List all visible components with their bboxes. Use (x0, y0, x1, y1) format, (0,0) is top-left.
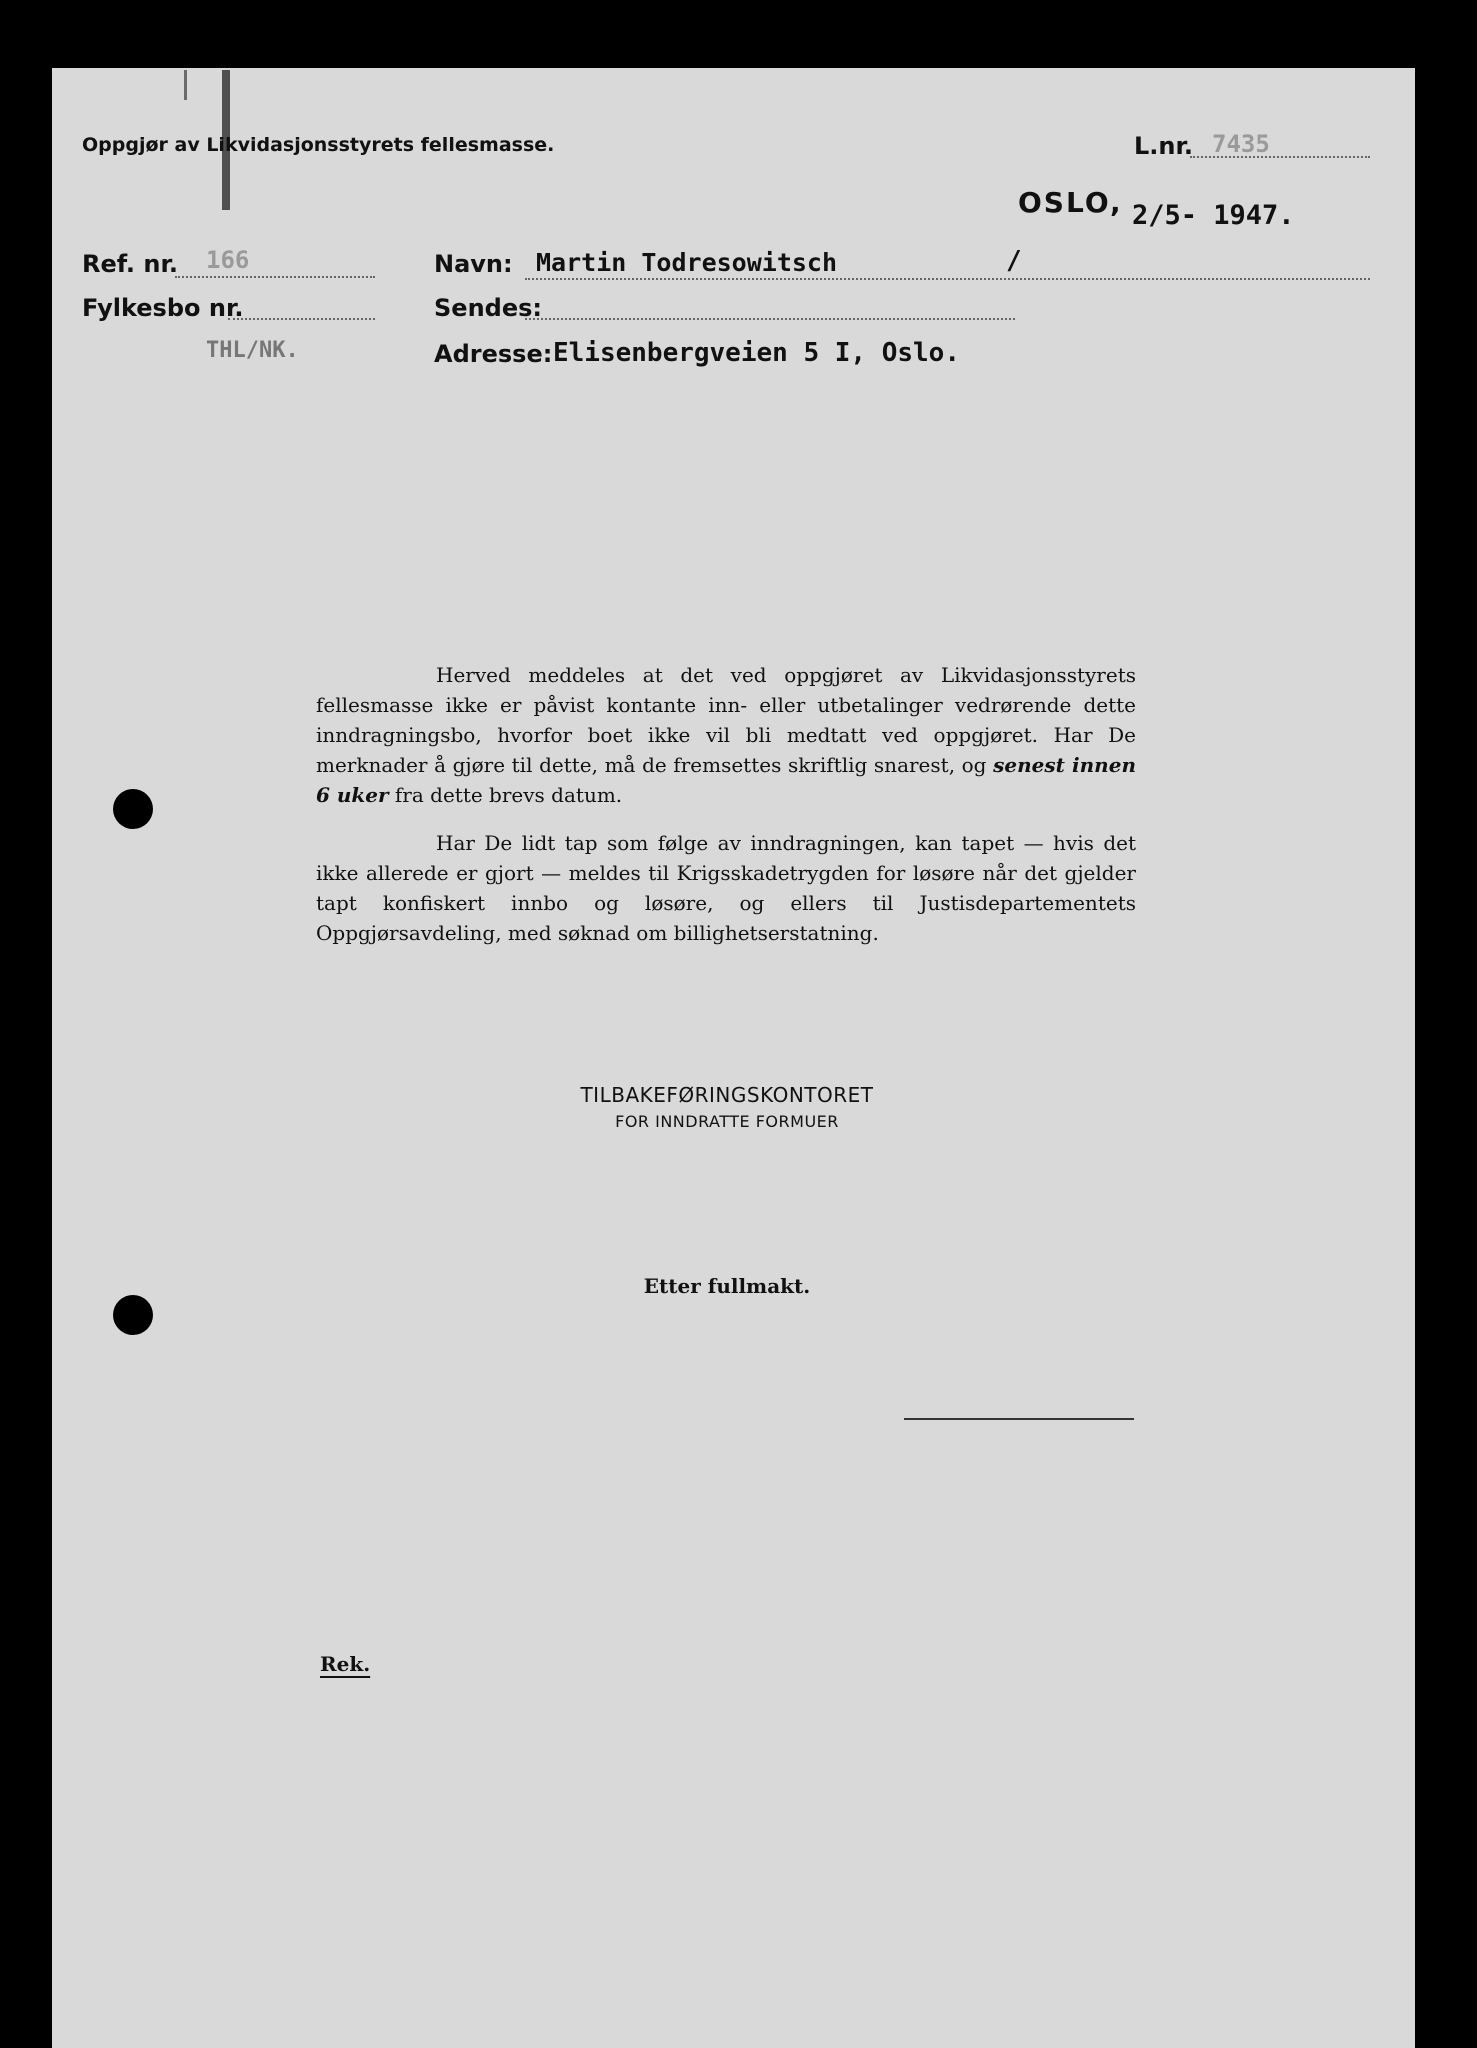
navn-dotted-line (525, 278, 1370, 280)
staple-mark-2 (184, 70, 187, 100)
registered-mail-note: Rek. (320, 1652, 371, 1676)
initials: THL/NK. (206, 338, 299, 363)
adresse-value: Elisenbergveien 5 I, Oslo. (553, 338, 960, 368)
punch-hole-bottom (113, 1295, 153, 1335)
adresse-label: Adresse: (434, 340, 553, 368)
fylkesbo-label: Fylkesbo nr. (82, 294, 244, 322)
sendes-label: Sendes: (434, 294, 542, 322)
para2-text: Har De lidt tap som følge av inndragningen, kan tapet — hvis det ikke allerede er gjort — meldes til Krigsskadetrygden for løsøre når det gjelder tapt konfiskert innbo og løsøre, og ellers til Justisdepartementets Oppgjørsavdeling, med søknad om billighetserstatning. (316, 831, 1136, 945)
lnr-value: 7435 (1212, 130, 1270, 158)
lnr-dotted-line (1190, 156, 1370, 158)
lnr-label: L.nr. (1134, 132, 1194, 160)
punch-hole-top (113, 789, 153, 829)
office-name: TILBAKEFØRINGSKONTORET (580, 1083, 874, 1107)
place: OSLO, (1018, 186, 1123, 219)
office-subtitle: FOR INNDRATTE FORMUER (615, 1112, 839, 1131)
notice-paragraph-2 (316, 828, 1136, 948)
document-title: Oppgjør av Likvidasjonsstyrets fellesmasse. (82, 134, 555, 156)
signoff: Etter fullmakt. (643, 1274, 811, 1298)
navn-slash: / (1006, 246, 1022, 276)
navn-value-text: Martin Todresowitsch (536, 248, 838, 277)
ref-value: 166 (206, 246, 250, 274)
date: 2/5- 1947. (1132, 200, 1295, 231)
signature-line (904, 1418, 1134, 1420)
navn-value (536, 248, 837, 277)
para1-emphasis: senest innen 6 uker (316, 753, 1136, 807)
navn-label: Navn: (434, 250, 513, 278)
para1-main: Herved meddeles at det ved oppgjøret av Likvidasjonsstyrets fellesmasse ikke er påvist kontante inn- eller utbetalinger vedrørende dette inndragningsbo, hvorfor boet ikke vil bli medtatt ved oppgjøret. Har De merknader å gjøre til dette, må de fremsettes skriftlig snarest, og (316, 663, 1136, 777)
para1-end: fra dette brevs datum. (388, 783, 623, 807)
sendes-dotted-line (525, 318, 1015, 320)
ref-label: Ref. nr. (82, 250, 178, 278)
fylkesbo-dotted-line (228, 318, 375, 320)
ref-dotted-line (175, 276, 375, 278)
notice-paragraph-1 (316, 660, 1136, 810)
